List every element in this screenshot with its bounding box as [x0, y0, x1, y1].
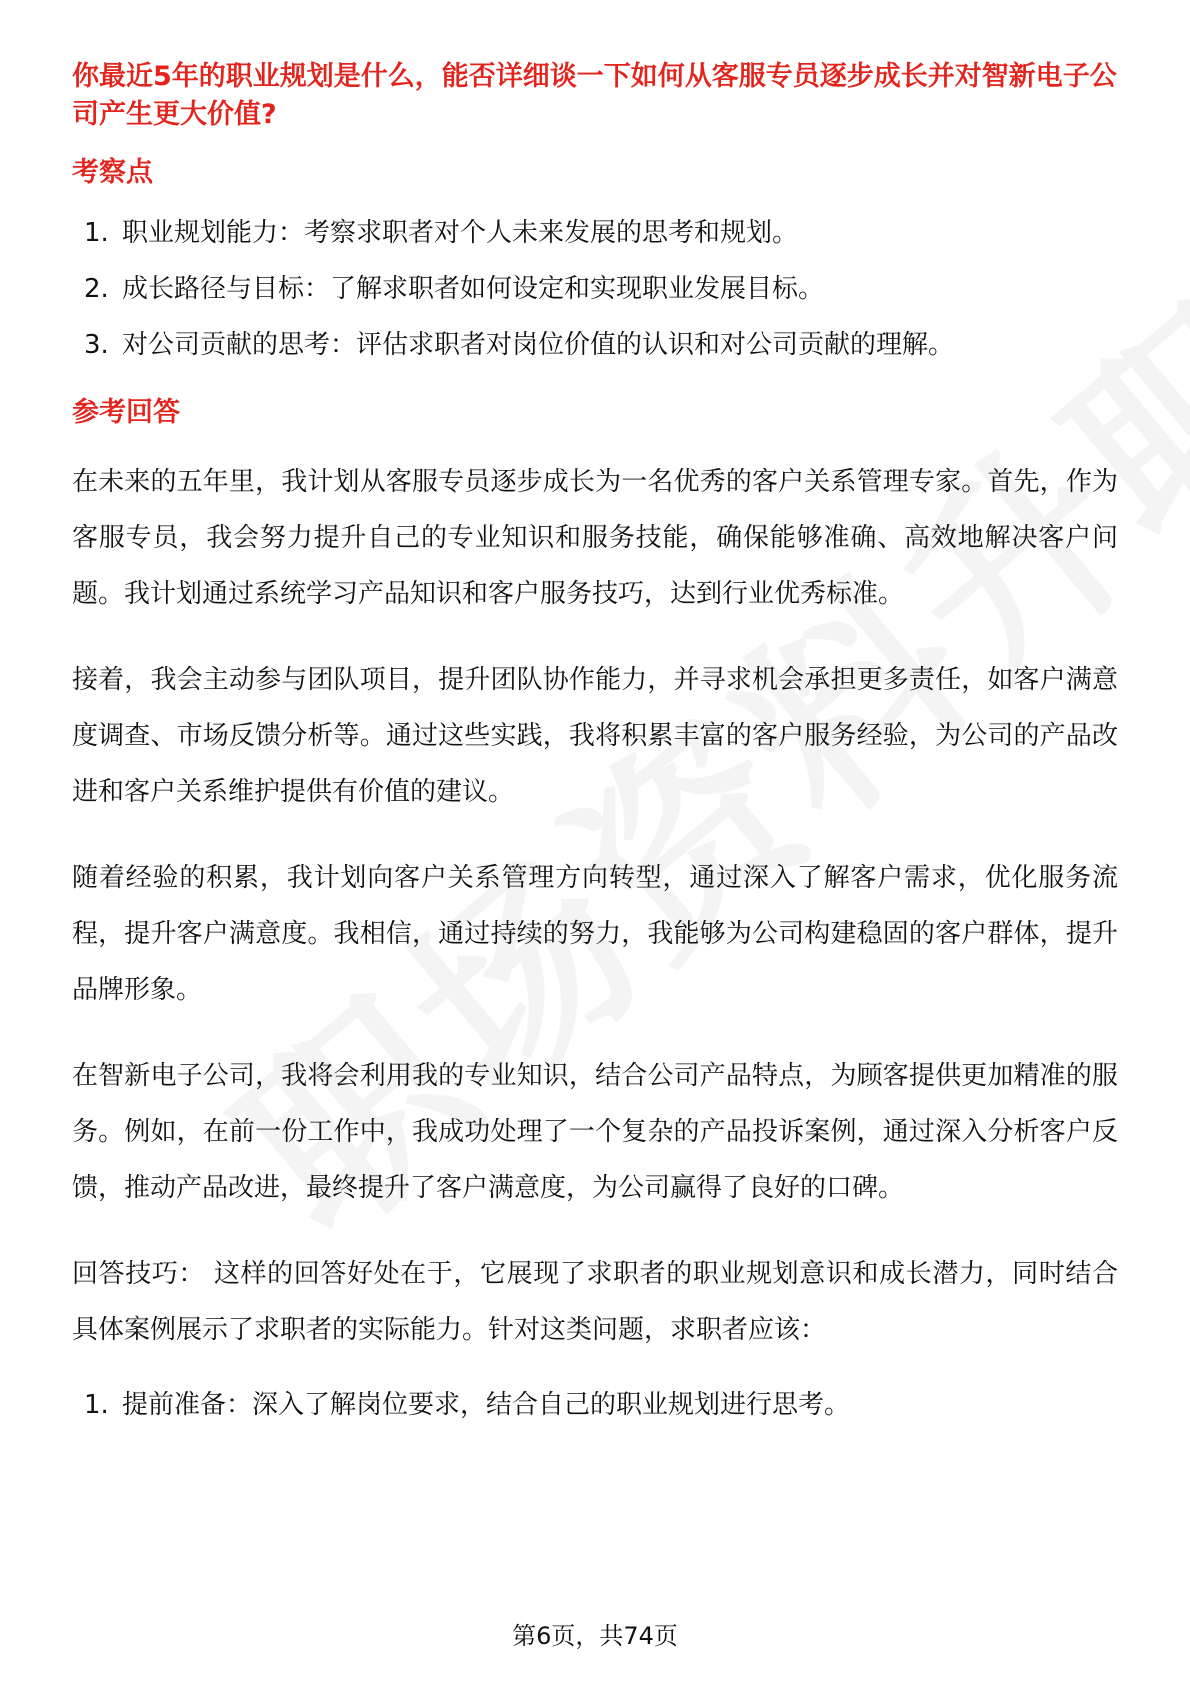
points-list — [72, 214, 1118, 364]
question-title: 你最近5年的职业规划是什么，能否详细谈一下如何从客服专员逐步成长并对智新电子公司产生更大价值? — [72, 61, 1117, 130]
page-footer: 第6页，共74页 — [512, 1622, 678, 1650]
answer-paragraph: 接着，我会主动参与团队项目，提升团队协作能力，并寻求机会承担更多责任，如客户满意度调查、市场反馈分析等。通过这些实践，我将积累丰富的客户服务经验，为公司的产品改进和客户关系维护提供有价值的建议。 — [72, 665, 1118, 807]
list-item-text: 成长路径与目标：了解求职者如何设定和实现职业发展目标。 — [122, 274, 825, 304]
page-content — [72, 58, 1118, 1424]
answer-paragraph: 随着经验的积累，我计划向客户关系管理方向转型，通过深入了解客户需求，优化服务流程，提升客户满意度。我相信，通过持续的努力，我能够为公司构建稳固的客户群体，提升品牌形象。 — [72, 863, 1118, 1005]
list-number: 2. — [84, 274, 109, 304]
list-item — [72, 270, 1118, 308]
list-item — [72, 326, 1118, 364]
answer-section-title: 参考回答 — [72, 397, 180, 428]
answer-paragraph: 在智新电子公司，我将会利用我的专业知识，结合公司产品特点，为顾客提供更加精准的服务。例如，在前一份工作中，我成功处理了一个复杂的产品投诉案例，通过深入分析客户反馈，推动产品改进，最终提升了客户满意度，为公司赢得了良好的口碑。 — [72, 1061, 1118, 1203]
list-number: 1. — [84, 218, 109, 248]
list-item-text: 提前准备：深入了解岗位要求，结合自己的职业规划进行思考。 — [122, 1390, 851, 1420]
list-item — [72, 214, 1118, 252]
answer-paragraph: 在未来的五年里，我计划从客服专员逐步成长为一名优秀的客户关系管理专家。首先，作为客服专员，我会努力提升自己的专业知识和服务技能，确保能够准确、高效地解决客户问题。我计划通过系统学习产品知识和客户服务技巧，达到行业优秀标准。 — [72, 467, 1118, 609]
tips-list — [72, 1386, 1118, 1424]
list-item-text: 职业规划能力：考察求职者对个人未来发展的思考和规划。 — [122, 218, 799, 248]
list-item-text: 对公司贡献的思考：评估求职者对岗位价值的认识和对公司贡献的理解。 — [122, 330, 955, 360]
list-number: 3. — [84, 330, 109, 360]
list-number: 1. — [84, 1390, 109, 1420]
answer-tips-paragraph: 回答技巧： 这样的回答好处在于，它展现了求职者的职业规划意识和成长潜力，同时结合具体案例展示了求职者的实际能力。针对这类问题，求职者应该： — [72, 1259, 1118, 1345]
points-section-title: 考察点 — [72, 157, 153, 188]
list-item — [72, 1386, 1118, 1424]
